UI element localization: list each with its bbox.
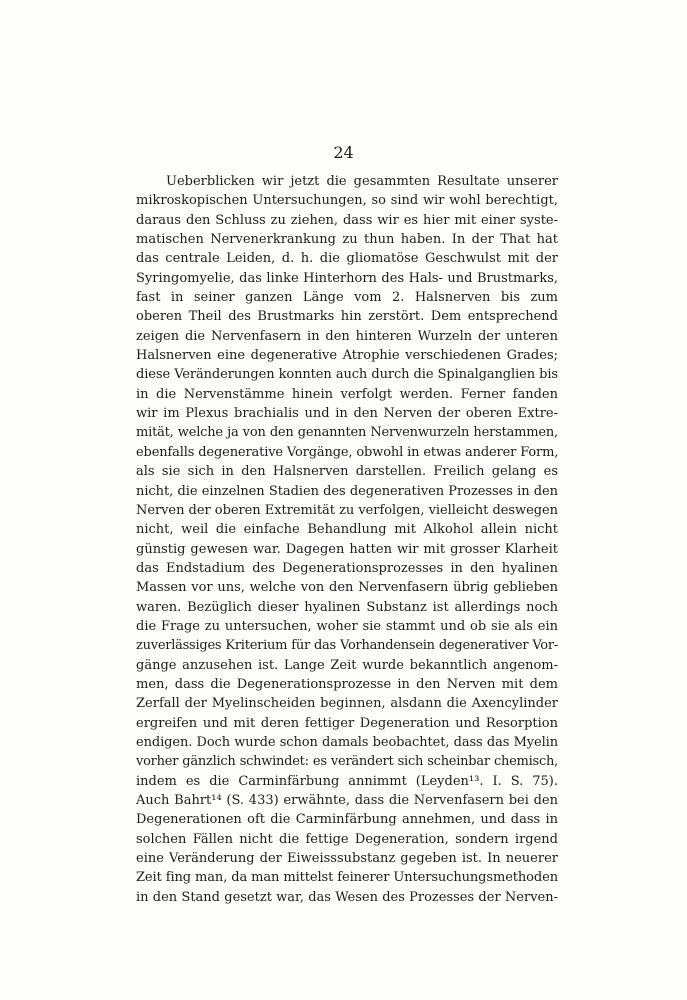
text-line: men, dass die Degenerationsprozesse in den Nerven mit dem bbox=[136, 676, 558, 692]
text-line: in die Nervenstämme hinein verfolgt werden. Ferner fanden bbox=[136, 386, 558, 402]
page-number: 24 bbox=[333, 143, 354, 162]
text-line: die Frage zu untersuchen, woher sie stammt und ob sie als ein bbox=[136, 618, 558, 634]
text-line: in den Stand gesetzt war, das Wesen des Prozesses der Nerven- bbox=[136, 889, 558, 905]
text-line: günstig gewesen war. Dagegen hatten wir mit grosser Klarheit bbox=[136, 541, 558, 557]
text-line: gänge anzusehen ist. Lange Zeit wurde bekanntlich angenom- bbox=[136, 657, 558, 673]
text-line: Zeit fing man, da man mittelst feinerer Untersuchungsmethoden bbox=[136, 870, 558, 886]
text-line: Syringomyelie, das linke Hinterhorn des Hals- und Brustmarks, bbox=[136, 270, 558, 286]
text-line: als sie sich in den Halsnerven darstellen. Freilich gelang es bbox=[136, 464, 558, 480]
body-text bbox=[136, 172, 558, 907]
text-line: nicht, weil die einfache Behandlung mit Alkohol allein nicht bbox=[136, 522, 558, 538]
text-line: Massen vor uns, welche von den Nervenfasern übrig geblieben bbox=[136, 580, 558, 596]
text-line: solchen Fällen nicht die fettige Degeneration, sondern irgend bbox=[136, 831, 558, 847]
text-line: endigen. Doch wurde schon damals beobachtet, dass das Myelin bbox=[136, 734, 558, 750]
text-line: eine Veränderung der Eiweisssubstanz gegeben ist. In neuerer bbox=[136, 851, 558, 867]
text-line: ergreifen und mit deren fettiger Degeneration und Resorption bbox=[136, 715, 558, 731]
text-line: wir im Plexus brachialis und in den Nerven der oberen Extre- bbox=[136, 406, 558, 422]
text-line: waren. Bezüglich dieser hyalinen Substanz ist allerdings noch bbox=[136, 599, 558, 615]
text-line: mikroskopischen Untersuchungen, so sind wir wohl berechtigt, bbox=[136, 193, 558, 209]
text-line: zeigen die Nervenfasern in den hinteren Wurzeln der unteren bbox=[136, 328, 558, 344]
text-line: Ueberblicken wir jetzt die gesammten Resultate unserer bbox=[166, 174, 558, 189]
text-line: zuverlässiges Kriterium für das Vorhandensein degenerativer Vor- bbox=[136, 638, 558, 654]
text-line: Degenerationen oft die Carminfärbung annehmen, und dass in bbox=[136, 812, 558, 828]
text-line: nicht, die einzelnen Stadien des degenerativen Prozesses in den bbox=[136, 483, 558, 499]
text-line: oberen Theil des Brustmarks hin zerstört. Dem entsprechend bbox=[136, 309, 558, 325]
text-line: das centrale Leiden, d. h. die gliomatöse Geschwulst mit der bbox=[136, 251, 558, 267]
text-line: vorher gänzlich schwindet: es verändert sich scheinbar chemisch, bbox=[136, 754, 558, 770]
text-line: mität, welche ja von den genannten Nervenwurzeln herstammen, bbox=[136, 425, 558, 441]
text-line: Zerfall der Myelinscheiden beginnen, alsdann die Axencylinder bbox=[136, 696, 558, 712]
text-line: diese Veränderungen konnten auch durch die Spinalganglien bis bbox=[136, 367, 558, 383]
text-line: fast in seiner ganzen Länge vom 2. Halsnerven bis zum bbox=[136, 290, 558, 306]
text-line: daraus den Schluss zu ziehen, dass wir es hier mit einer syste- bbox=[136, 212, 558, 228]
text-line: Nerven der oberen Extremität zu verfolgen, vielleicht deswegen bbox=[136, 502, 558, 518]
text-line: das Endstadium des Degenerationsprozesses in den hyalinen bbox=[136, 560, 558, 576]
text-line: ebenfalls degenerative Vorgänge, obwohl in etwas anderer Form, bbox=[136, 444, 558, 460]
text-line: matischen Nervenerkrankung zu thun haben. In der That hat bbox=[136, 232, 558, 248]
text-line: indem es die Carminfärbung annimmt (Leyden¹³. I. S. 75). bbox=[136, 773, 558, 789]
text-line: Auch Bahrt¹⁴ (S. 433) erwähnte, dass die Nervenfasern bei den bbox=[136, 793, 558, 808]
text-line: Halsnerven eine degenerative Atrophie verschiedenen Grades; bbox=[136, 348, 558, 364]
